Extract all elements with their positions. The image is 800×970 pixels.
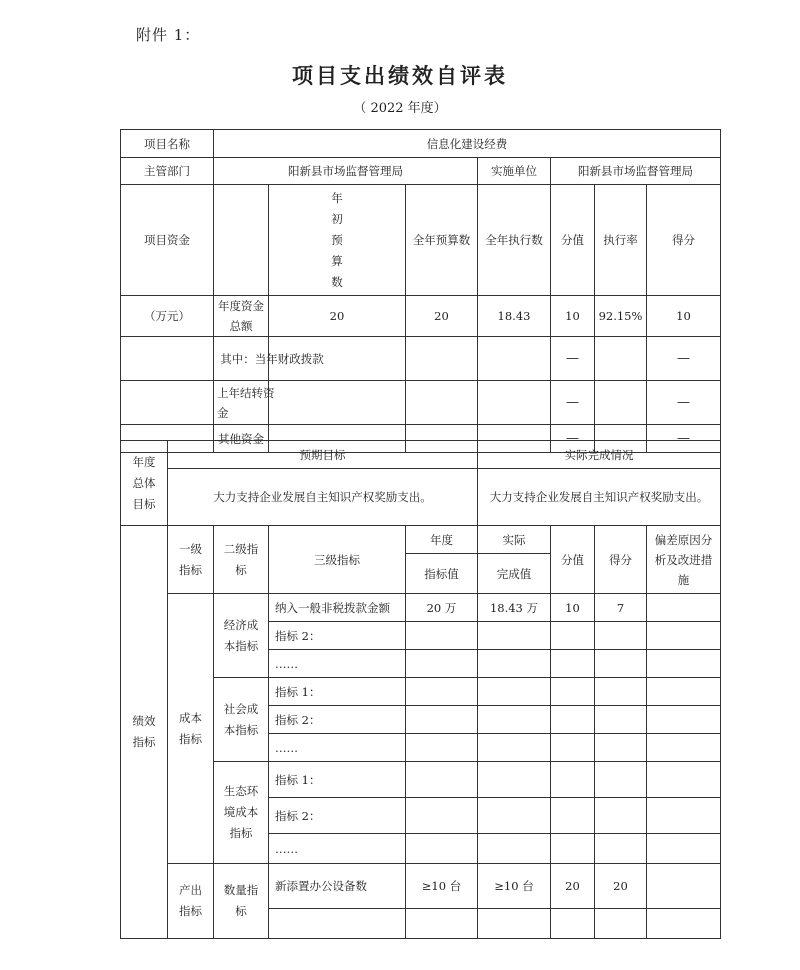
dash-mark: — [647,425,721,453]
economic-cost-label: 经济成本指标 [214,594,269,678]
annual-header: 年度 [406,526,478,554]
done-header: 完成值 [478,554,551,594]
dept-value: 阳新县市场监督管理局 [214,158,478,185]
attachment-label: 附件 1： [136,26,201,44]
target-header: 指标值 [406,554,478,594]
budget-header: 全年预算数 [406,185,478,296]
actual-header: 实际 [478,526,551,554]
actual-goal-label: 实际完成情况 [478,441,721,469]
social-cost-label: 社会成本指标 [214,678,269,762]
score-header: 得分 [595,526,647,594]
indicators-section-label: 绩效指标 [121,526,168,939]
goals-indicators-table [120,440,721,526]
dash-mark: — [647,381,721,425]
indicator-row: …… [121,734,721,762]
funds-score: 10 [647,296,721,337]
project-name-row [121,130,721,158]
funds-rate: 92.15% [595,296,647,337]
dash-mark: — [551,337,595,381]
funds-budget: 20 [406,296,478,337]
funds-row-label: 其中：当年财政拨款 [214,337,269,381]
page-title: 项目支出绩效自评表 [292,63,508,88]
self-evaluation-table [120,129,721,453]
level3-header: 三级指标 [269,526,406,594]
project-name-label: 项目名称 [121,130,214,158]
dash-mark: — [551,381,595,425]
funds-score-value: 10 [551,296,595,337]
funds-row-label: 上年结转资金 [214,381,269,425]
dash-mark: — [551,425,595,453]
indicator-row: 指标 2： [121,622,721,650]
quantity-indicator-label: 数量指标 [214,864,269,939]
indicator-row: …… [121,650,721,678]
indicator-header-row [121,526,721,554]
project-name-value: 信息化建设经费 [214,130,721,158]
indicator-row: 成本指标 经济成本指标 纳入一般非税拨款金额 20 万 18.43 万 10 7 [121,594,721,622]
score-value-header: 分值 [551,185,595,296]
dept-label: 主管部门 [121,158,214,185]
goals-text-row [121,469,721,526]
funds-total-row [121,296,721,337]
dash-mark: — [647,337,721,381]
indicator-row: 生态环境成本指标 指标 1： [121,762,721,798]
funds-label: 项目资金 [121,185,214,296]
funds-row-label: 其他资金 [214,425,269,453]
deviation-header: 偏差原因分析及改进措施 [647,526,721,594]
department-row [121,158,721,185]
exec-header: 全年执行数 [478,185,551,296]
impl-label: 实施单位 [478,158,551,185]
actual-goal-text: 大力支持企业发展自主知识产权奖励支出。 [478,469,721,526]
goals-label: 年度总体目标 [121,441,168,526]
indicator-row: 社会成本指标 指标 1： [121,678,721,706]
score-header: 得分 [647,185,721,296]
funds-exec: 18.43 [478,296,551,337]
funds-header-row [121,185,721,296]
level1-header: 一级指标 [168,526,214,594]
indicators-table [120,525,721,939]
expected-goal-text: 大力支持企业发展自主知识产权奖励支出。 [168,469,478,526]
indicator-row: 产出指标 数量指标 新添置办公设备数 ≥10 台 ≥10 台 20 20 [121,864,721,909]
output-indicator-label: 产出指标 [168,864,214,939]
year-label: （ 2022 年度） [353,101,447,116]
funds-unit: （万元） [121,296,214,337]
score-value-header: 分值 [551,526,595,594]
indicator-row: 指标 2： [121,706,721,734]
level2-header: 二级指标 [214,526,269,594]
exec-rate-header: 执行率 [595,185,647,296]
goals-header-row [121,441,721,469]
funds-row [121,381,721,425]
expected-goal-label: 预期目标 [168,441,478,469]
funds-row [121,337,721,381]
cost-indicator-label: 成本指标 [168,594,214,864]
indicator-row: 指标 2： [121,798,721,834]
funds-blank-header [214,185,269,296]
indicator-row: …… [121,834,721,864]
funds-initial: 20 [269,296,406,337]
eco-cost-label: 生态环境成本指标 [214,762,269,864]
funds-row-label: 年度资金总额 [214,296,269,337]
initial-budget-header: 年初预算数 [269,185,406,296]
impl-value: 阳新县市场监督管理局 [551,158,721,185]
